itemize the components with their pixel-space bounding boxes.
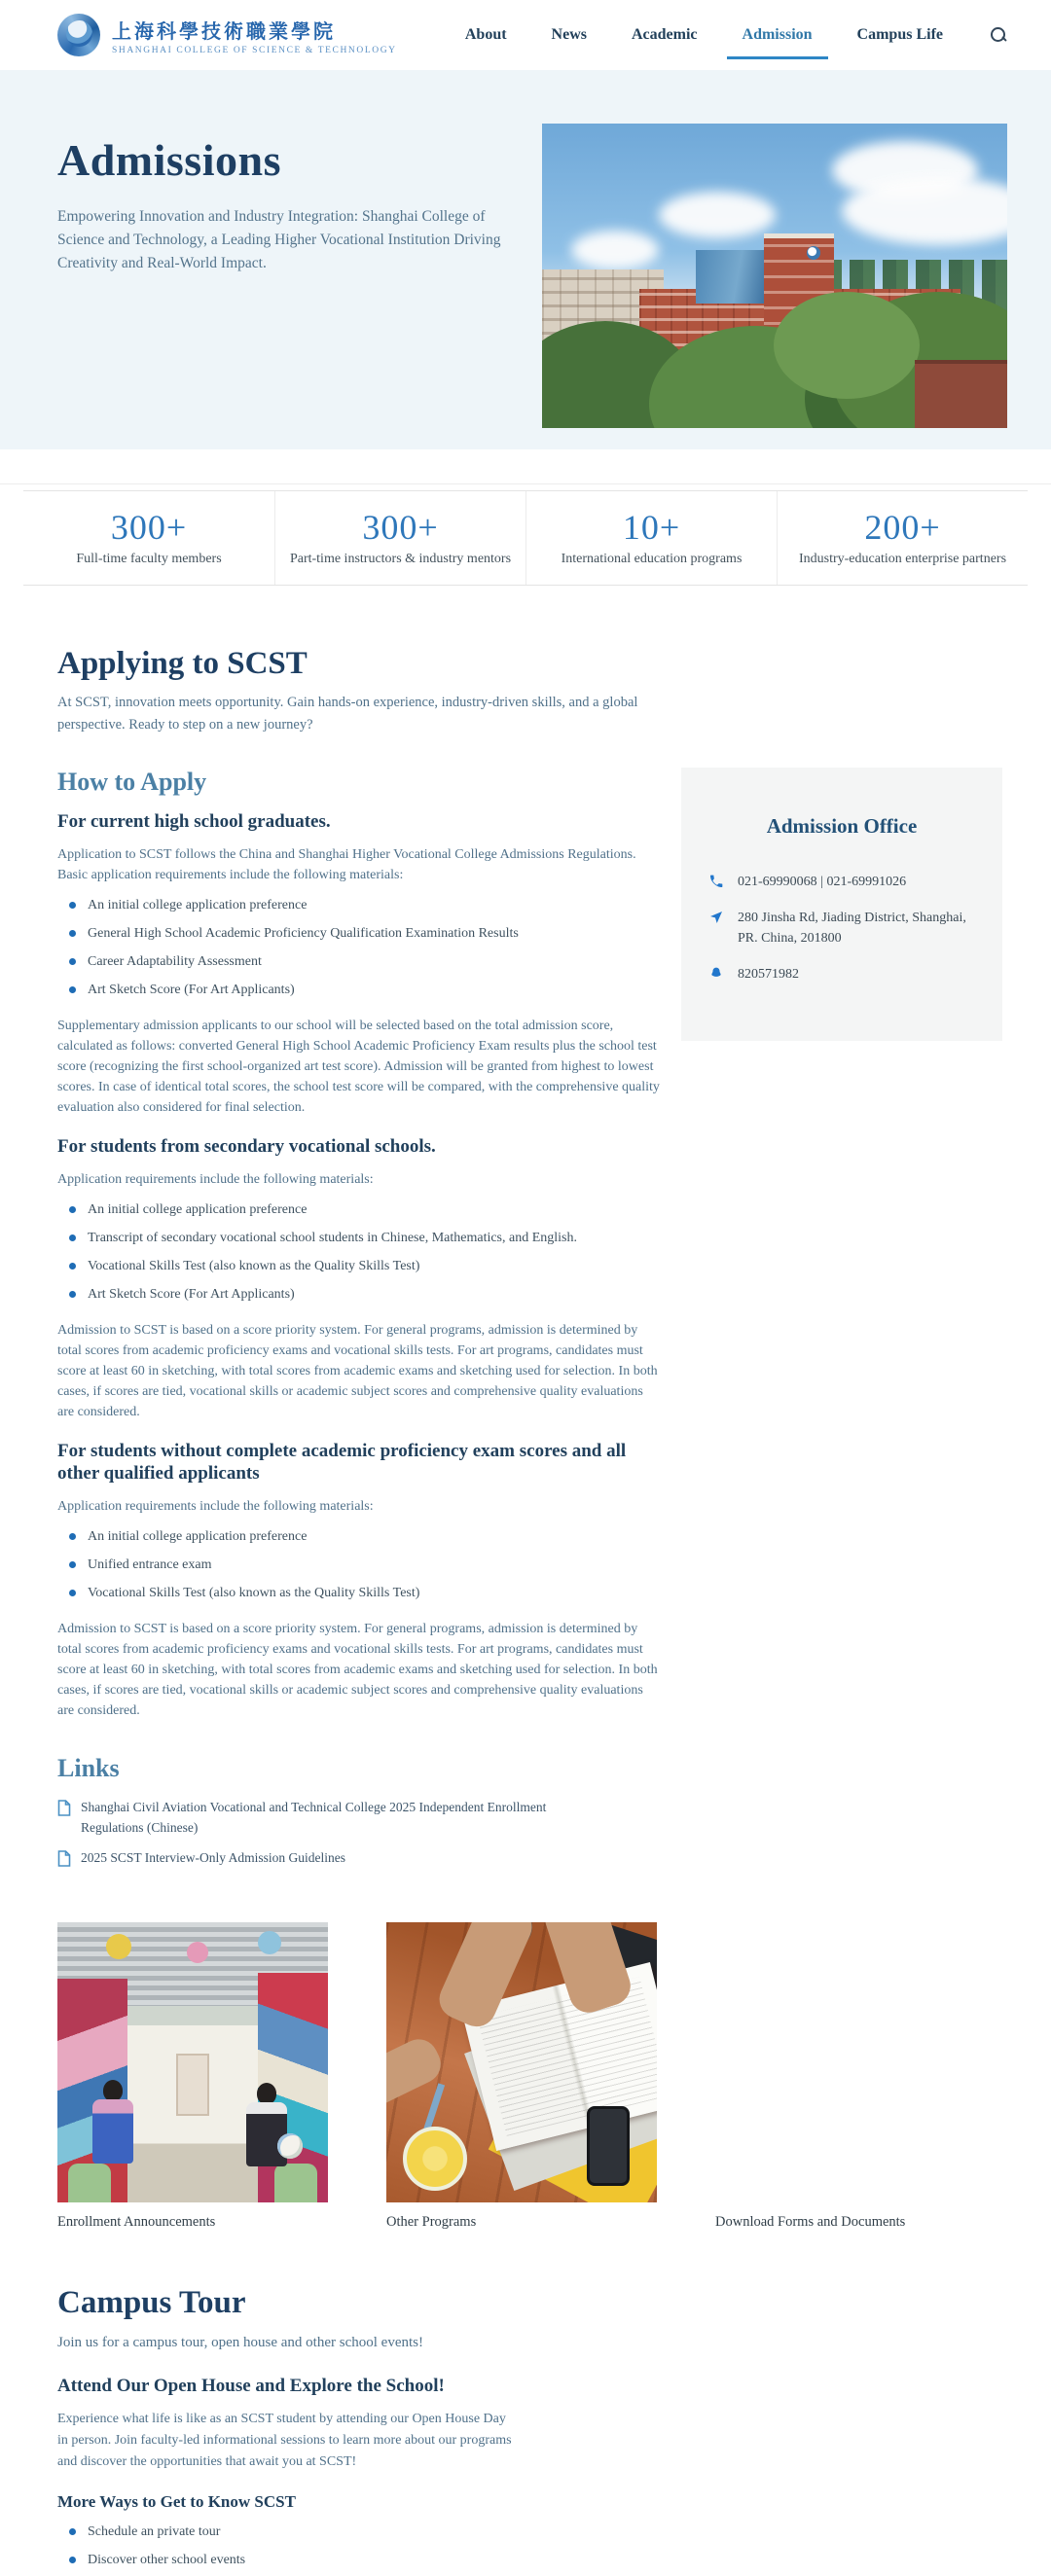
- bullet-icon: [69, 902, 76, 909]
- list-item: [69, 1228, 669, 1248]
- bullet-icon: [69, 2528, 76, 2535]
- section-heading-high-school: For current high school graduates.: [57, 811, 331, 832]
- links-title: Links: [57, 1754, 120, 1782]
- open-house-text: Experience what life is like as an SCST student by attending our Open House Day in person. Join faculty-led informational sessions to learn more about our programs and discover the opportunities that await you at SCST!: [57, 2412, 512, 2469]
- list-item-text: General High School Academic Proficiency Qualification Examination Results: [88, 926, 519, 941]
- list-item-text: An initial college application preference: [88, 1529, 308, 1544]
- nav-item-campus-life[interactable]: Campus Life: [856, 26, 943, 43]
- list-item-text: Art Sketch Score (For Art Applicants): [88, 983, 295, 997]
- list-item-text: An initial college application preference: [88, 1202, 308, 1217]
- section-outro: Supplementary admission applicants to our school will be selected based on the total admission score, calculated as follows: converted General High School Academic Proficiency Exam results plus the school test score (recognizing the first school-organized art test score). Admission will be granted from highest to lowest scores. In case of identical total scores, the school test score will be compared, with the comprehensive quality evaluation also considered for final selection.: [57, 1019, 660, 1115]
- list-item: [69, 1199, 669, 1220]
- applying-intro: At SCST, innovation meets opportunity. Gain hands-on experience, industry-driven skills, and a global perspective. Ready to step on a new journey?: [57, 695, 638, 733]
- stats-band: [23, 490, 1028, 586]
- more-ways-heading: More Ways to Get to Know SCST: [57, 2492, 296, 2511]
- requirements-list: [57, 895, 669, 1000]
- card-other-programs[interactable]: [386, 1922, 657, 2231]
- list-item-text: Discover other school events: [88, 2553, 246, 2567]
- section-intro: Application to SCST follows the China and Shanghai Higher Vocational College Admissions Regulations. Basic application requirements include the following materials:: [57, 847, 636, 882]
- links-list: [57, 1797, 669, 1868]
- brand-name-chinese: 上海科學技術職業學院: [112, 20, 336, 43]
- bullet-icon: [69, 1561, 76, 1568]
- stat-value: 300+: [110, 508, 188, 547]
- location-icon: [708, 910, 724, 925]
- list-item-text: Unified entrance exam: [88, 1557, 212, 1572]
- requirements-list: [57, 1199, 669, 1305]
- section-intro: Application requirements include the following materials:: [57, 1172, 374, 1187]
- stat-label: Part-time instructors & industry mentors: [289, 552, 512, 566]
- document-link[interactable]: [57, 1797, 583, 1838]
- card-caption: Download Forms and Documents: [715, 2214, 906, 2230]
- list-item-text: Vocational Skills Test (also known as the Quality Skills Test): [88, 1259, 420, 1273]
- stat-label: International education programs: [561, 552, 743, 566]
- stat-value: 10+: [622, 508, 681, 547]
- site-header: [0, 0, 1051, 70]
- list-item: [69, 980, 669, 1000]
- card-download-forms[interactable]: [715, 1922, 986, 2231]
- phone-icon: [708, 874, 724, 889]
- how-to-apply-title: How to Apply: [57, 768, 207, 796]
- section-heading-other-applicants: For students without complete academic proficiency exam scores and all other qualified applicants: [57, 1441, 627, 1484]
- study-desk-photo: [386, 1922, 657, 2202]
- list-item: [69, 1555, 669, 1575]
- campus-tour-title: Campus Tour: [57, 2285, 246, 2320]
- bullet-icon: [69, 1590, 76, 1596]
- bullet-icon: [69, 986, 76, 993]
- office-address: 280 Jinsha Rd, Jiading District, Shanghai, PR. China, 201800: [738, 911, 966, 946]
- office-phone-row: [708, 872, 975, 892]
- document-icon: [57, 1850, 71, 1867]
- cards-row: [57, 1922, 1002, 2231]
- open-house-heading: Attend Our Open House and Explore the School!: [57, 2376, 445, 2396]
- list-item-text: Vocational Skills Test (also known as the Quality Skills Test): [88, 1586, 420, 1600]
- campus-tour-section: [57, 2285, 1002, 2570]
- list-item: [69, 1526, 669, 1547]
- card-enrollment-announcements[interactable]: [57, 1922, 328, 2231]
- hero-subtitle: Empowering Innovation and Industry Integration: Shanghai College of Science and Technology, a Leading Higher Vocational Institution Driving Creativity and Real-World Impact.: [57, 208, 501, 271]
- admission-office-title: Admission Office: [766, 814, 918, 838]
- document-link-text: 2025 SCST Interview-Only Admission Guidelines: [81, 1850, 345, 1865]
- bullet-icon: [69, 1291, 76, 1298]
- list-item: [69, 1256, 669, 1276]
- campus-photo: [542, 124, 1007, 428]
- brand[interactable]: [57, 14, 397, 56]
- stat-value: 200+: [864, 508, 941, 547]
- qq-icon: [708, 966, 724, 982]
- nav-item-admission[interactable]: Admission: [741, 17, 815, 54]
- bullet-icon: [69, 958, 76, 965]
- section-divider: [0, 483, 1051, 484]
- campus-tour-intro: Join us for a campus tour, open house and other school events!: [57, 2335, 423, 2350]
- office-qq: 820571982: [738, 967, 799, 982]
- art-corridor-photo: [57, 1922, 328, 2202]
- nav-item-news[interactable]: News: [551, 26, 587, 43]
- document-link-text: Shanghai Civil Aviation Vocational and Technical College 2025 Independent Enrollment Regulations (Chinese): [81, 1800, 547, 1835]
- section-intro: Application requirements include the following materials:: [57, 1499, 374, 1514]
- nav-item-academic[interactable]: Academic: [631, 26, 698, 43]
- list-item-text: Transcript of secondary vocational school students in Chinese, Mathematics, and English.: [88, 1231, 578, 1245]
- list-item-text: Schedule an private tour: [88, 2524, 221, 2539]
- brand-name-english: SHANGHAI COLLEGE OF SCIENCE & TECHNOLOGY: [112, 45, 397, 55]
- stat-label: Full-time faculty members: [76, 552, 222, 566]
- stat-item: [274, 491, 526, 585]
- document-link[interactable]: [57, 1847, 583, 1868]
- stat-label: Industry-education enterprise partners: [798, 552, 1007, 566]
- stat-item: [777, 491, 1028, 585]
- list-item-text: Art Sketch Score (For Art Applicants): [88, 1287, 295, 1302]
- list-item-text: Career Adaptability Assessment: [88, 954, 262, 969]
- stat-item: [526, 491, 777, 585]
- list-item: [69, 1583, 669, 1603]
- applying-title: Applying to SCST: [57, 646, 308, 681]
- bullet-icon: [69, 1263, 76, 1270]
- requirements-list: [57, 1526, 669, 1603]
- hero-section: [0, 70, 1051, 449]
- list-item[interactable]: [69, 2522, 1002, 2542]
- admission-office-card: [681, 768, 1002, 1041]
- list-item[interactable]: [69, 2550, 1002, 2570]
- document-icon: [57, 1800, 71, 1816]
- bullet-icon: [69, 1234, 76, 1241]
- list-item: [69, 895, 669, 915]
- school-logo-icon: [57, 14, 100, 56]
- bullet-icon: [69, 1533, 76, 1540]
- list-item-text: An initial college application preference: [88, 898, 308, 912]
- stat-item: [23, 491, 274, 585]
- bullet-icon: [69, 1206, 76, 1213]
- stat-value: 300+: [362, 508, 439, 547]
- card-caption: Enrollment Announcements: [57, 2214, 216, 2230]
- section-heading-vocational: For students from secondary vocational schools.: [57, 1136, 436, 1157]
- how-to-apply-column: [57, 768, 669, 1878]
- section-outro: Admission to SCST is based on a score priority system. For general programs, admission is determined by total scores from academic proficiency exams and vocational skills tests. For art programs, candidates must score at least 60 in sketching, with total scores from academic exams and sketching used for selection. In both cases, if scores are tied, vocational skills or academic subject scores and comprehensive quality evaluations are considered.: [57, 1622, 658, 1718]
- office-qq-row: [708, 964, 975, 984]
- more-ways-list: [57, 2522, 1002, 2570]
- card-caption: Other Programs: [386, 2214, 477, 2230]
- bullet-icon: [69, 930, 76, 937]
- office-phone: 021-69990068 | 021-69991026: [738, 875, 907, 889]
- main-nav: [463, 17, 1007, 54]
- list-item: [69, 923, 669, 944]
- nav-item-about[interactable]: About: [464, 26, 507, 43]
- office-address-row: [708, 908, 975, 948]
- search-icon[interactable]: [990, 26, 1007, 44]
- list-item: [69, 951, 669, 972]
- page-title: Admissions: [57, 135, 281, 185]
- list-item: [69, 1284, 669, 1305]
- section-outro: Admission to SCST is based on a score priority system. For general programs, admission is determined by total scores from academic proficiency exams and vocational skills tests. For art programs, candidates must score at least 60 in sketching, with total scores from academic exams and sketching used for selection. In both cases, if scores are tied, vocational skills or academic subject scores and comprehensive quality evaluations are considered.: [57, 1323, 658, 1419]
- bullet-icon: [69, 2557, 76, 2563]
